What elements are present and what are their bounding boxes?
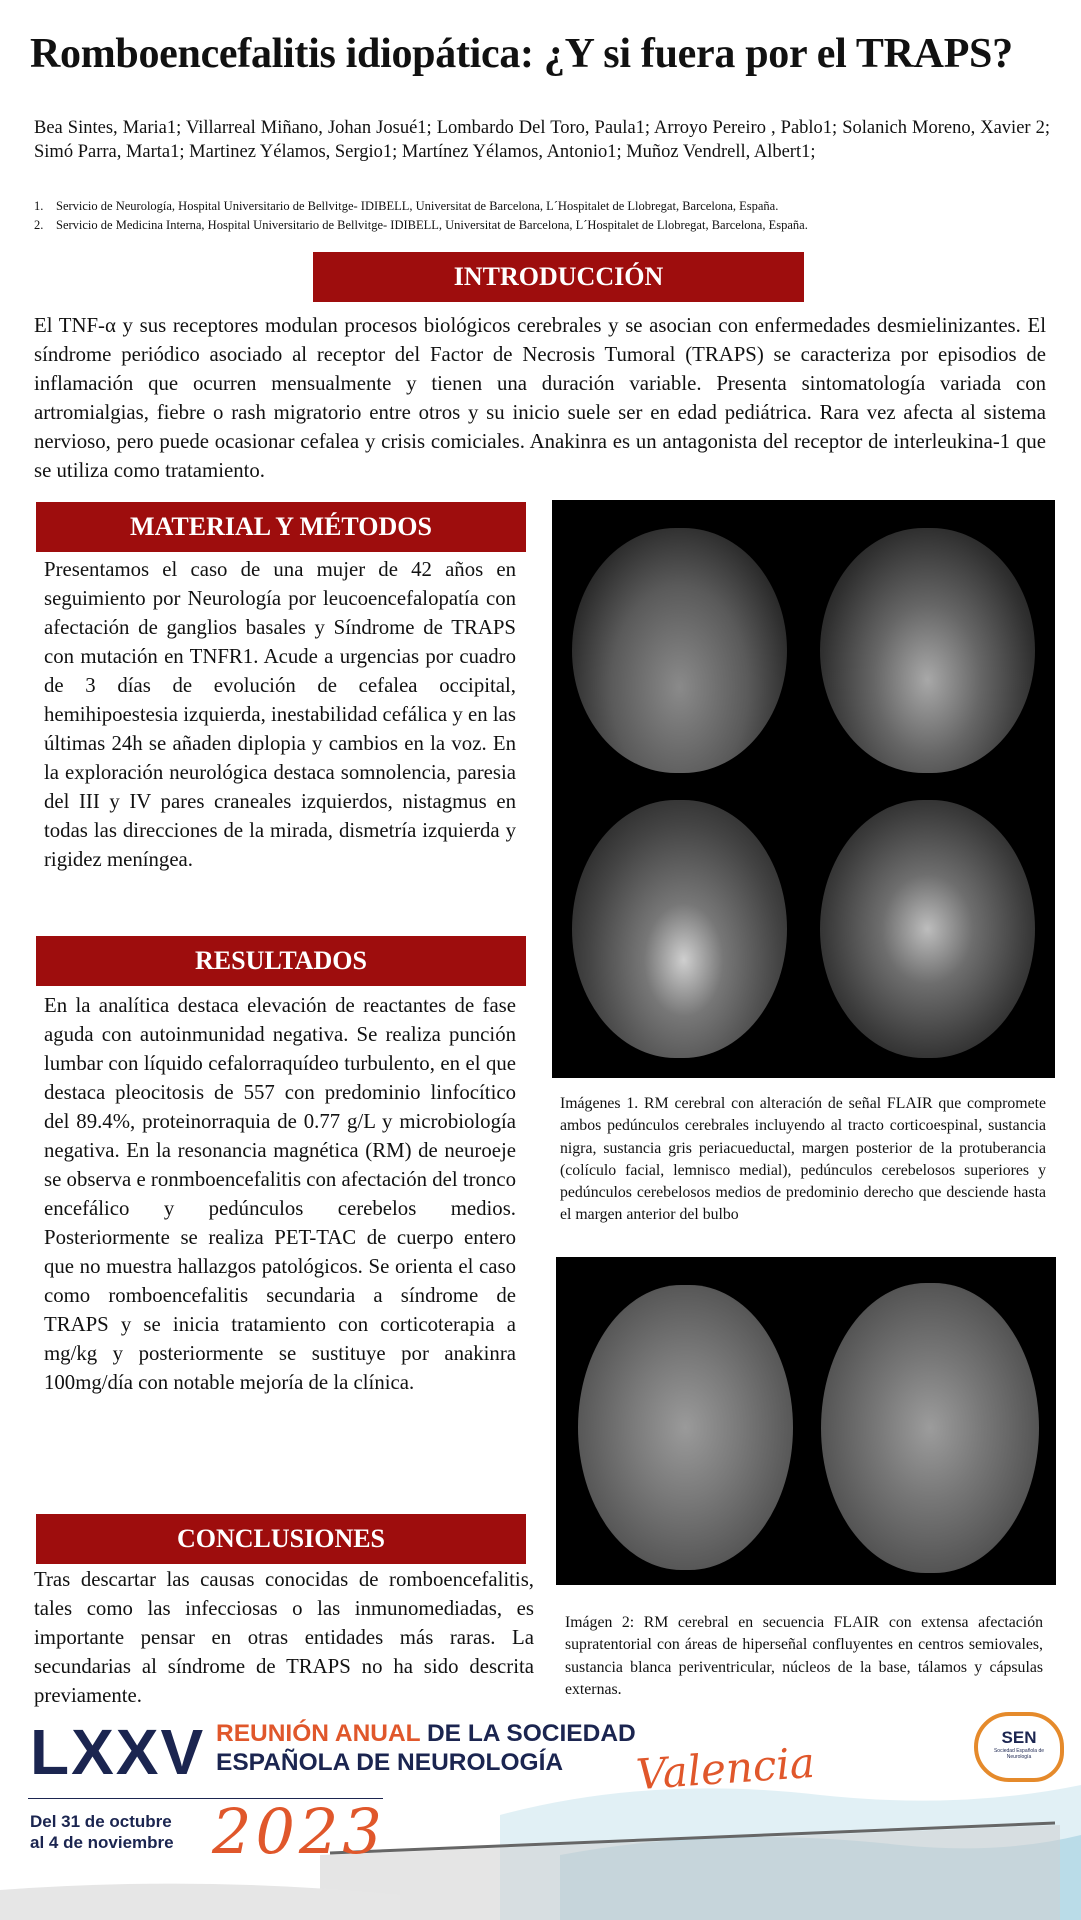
results-text: En la analítica destaca elevación de reactantes de fase aguda con autoinmunidad negativa. Se realiza punción lumbar con líquido cefalorraquídeo turbulento, en el que destaca pleocitosis de 557 con predominio linfocítico del 89.4%, proteinorraquia de 0.77 g/L y microbiología negativa. En la resonancia magnética (RM) de neuroeje se observa e ronmboencefalitis con afectación del tronco encefálico y pedúnculos cerebelos medios. Posteriormente se realiza PET-TAC de cuerpo entero que no muestra hallazgos patológicos. Se orienta el caso como romboencefalitis secundaria a síndrome de TRAPS y se inicia tratamiento con corticoterapia a mg/kg y posteriormente se sustituye por anakinra 100mg/día con notable mejoría de la clínica. <box>44 994 516 1394</box>
affiliation-text: Servicio de Medicina Interna, Hospital Universitario de Bellvitge- IDIBELL, Universitat de Barcelona, L´Hospitalet de Llobregat, Barcelona, España. <box>56 218 808 232</box>
methods-heading: MATERIAL Y MÉTODOS <box>36 502 526 552</box>
congress-dates-line-1: Del 31 de octubre <box>30 1812 172 1831</box>
intro-text: El TNF-α y sus receptores modulan procesos biológicos cerebrales y se asocian con enfermedades desmielinizantes. El síndrome periódico asociado al receptor del Factor de Necrosis Tumoral (TRAPS) se caracteriza por episodios de inflamación que ocurren mensualmente y tienen una duración variable. Presenta sintomatología variada con artromialgias, fiebre o rash migratorio entre otros y su inicio suele ser en edad pediátrica. Rara vez afecta al sistema nervioso, pero puede ocasionar cefalea y crisis comiciales. Anakinra es un antagonista del receptor de interleukina-1 que se utiliza como tratamiento. <box>34 314 1046 482</box>
sen-logo <box>974 1712 1064 1782</box>
affiliation-text: Servicio de Neurología, Hospital Universitario de Bellvitge- IDIBELL, Universitat de Barcelona, L´Hospitalet de Llobregat, Barcelona, España. <box>56 199 779 213</box>
methods-text: Presentamos el caso de una mujer de 42 años en seguimiento por Neurología por leucoencefalopatía con afectación de ganglios basales y Síndrome de TRAPS con mutación en TNFR1. Acude a urgencias por cuadro de 3 días de evolución de cefalea occipital, hemihipoestesia izquierda, inestabilidad cefálica y en las últimas 24h se añaden diplopia y cambios en la voz. En la exploración neurológica destaca somnolencia, paresia del III y IV pares craneales izquierdos, nistagmus en todas las direcciones de la mirada, dismetría izquierda y rigidez meníngea. <box>44 558 516 871</box>
congress-year: 2023 <box>212 1795 386 1868</box>
affiliation-2 <box>34 216 1064 234</box>
image-2-caption: Imágen 2: RM cerebral en secuencia FLAIR con extensa afectación supratentorial con áreas de hiperseñal confluyentes en centros semiovales, sustancia blanca periventricular, núcleos de la base, tálamos y cápsulas externas. <box>565 1614 1043 1698</box>
mri-image-2 <box>556 1257 1056 1585</box>
congress-name-rest: DE LA SOCIEDAD <box>426 1720 636 1747</box>
congress-number: LXXV <box>30 1716 206 1788</box>
conclusions-heading: CONCLUSIONES <box>36 1514 526 1564</box>
congress-city: Valencia <box>634 1737 817 1800</box>
sen-logo-subtitle: Sociedad Española de Neurología <box>993 1748 1045 1760</box>
sen-logo-text: SEN <box>1001 1728 1037 1747</box>
affiliation-number: 1. <box>34 199 44 213</box>
results-heading: RESULTADOS <box>36 936 526 986</box>
affiliation-1 <box>34 197 1064 215</box>
congress-name-line-1 <box>216 1720 636 1748</box>
image-1-caption: Imágenes 1. RM cerebral con alteración de señal FLAIR que compromete ambos pedúnculos cerebrales incluyendo al tracto corticoespinal, sustancia nigra, sustancia gris periacueductal, margen posterior de la protuberancia (colículo facial, lemnisco medial), pedúnculos cerebelosos superiores y pedúnculos cerebelosos medios de predominio derecho que desciende hasta el margen anterior del bulbo <box>560 1095 1046 1224</box>
congress-name-highlight: REUNIÓN ANUAL <box>216 1720 421 1747</box>
author-list: Bea Sintes, Maria1; Villarreal Miñano, Johan Josué1; Lombardo Del Toro, Paula1; Arroyo Pereiro , Pablo1; Solanich Moreno, Xavier 2; Simó Parra, Marta1; Martinez Yélamos, Sergio1; Martínez Yélamos, Antonio1; Muñoz Vendrell, Albert1; <box>34 118 1050 162</box>
poster-title: Romboencefalitis idiopática: ¿Y si fuera por el TRAPS? <box>30 31 1013 77</box>
congress-dates-line-2: al 4 de noviembre <box>30 1833 174 1852</box>
intro-heading: INTRODUCCIÓN <box>313 252 804 302</box>
congress-name-line-2: ESPAÑOLA DE NEUROLOGÍA <box>216 1749 564 1776</box>
affiliation-number: 2. <box>34 218 44 232</box>
mri-image-1 <box>552 500 1055 1078</box>
conclusions-text: Tras descartar las causas conocidas de romboencefalitis, tales como las infecciosas o las inmunomediadas, es importante pensar en otras entidades más raras. La secundarias al síndrome de TRAPS no ha sido descrita previamente. <box>34 1568 534 1707</box>
